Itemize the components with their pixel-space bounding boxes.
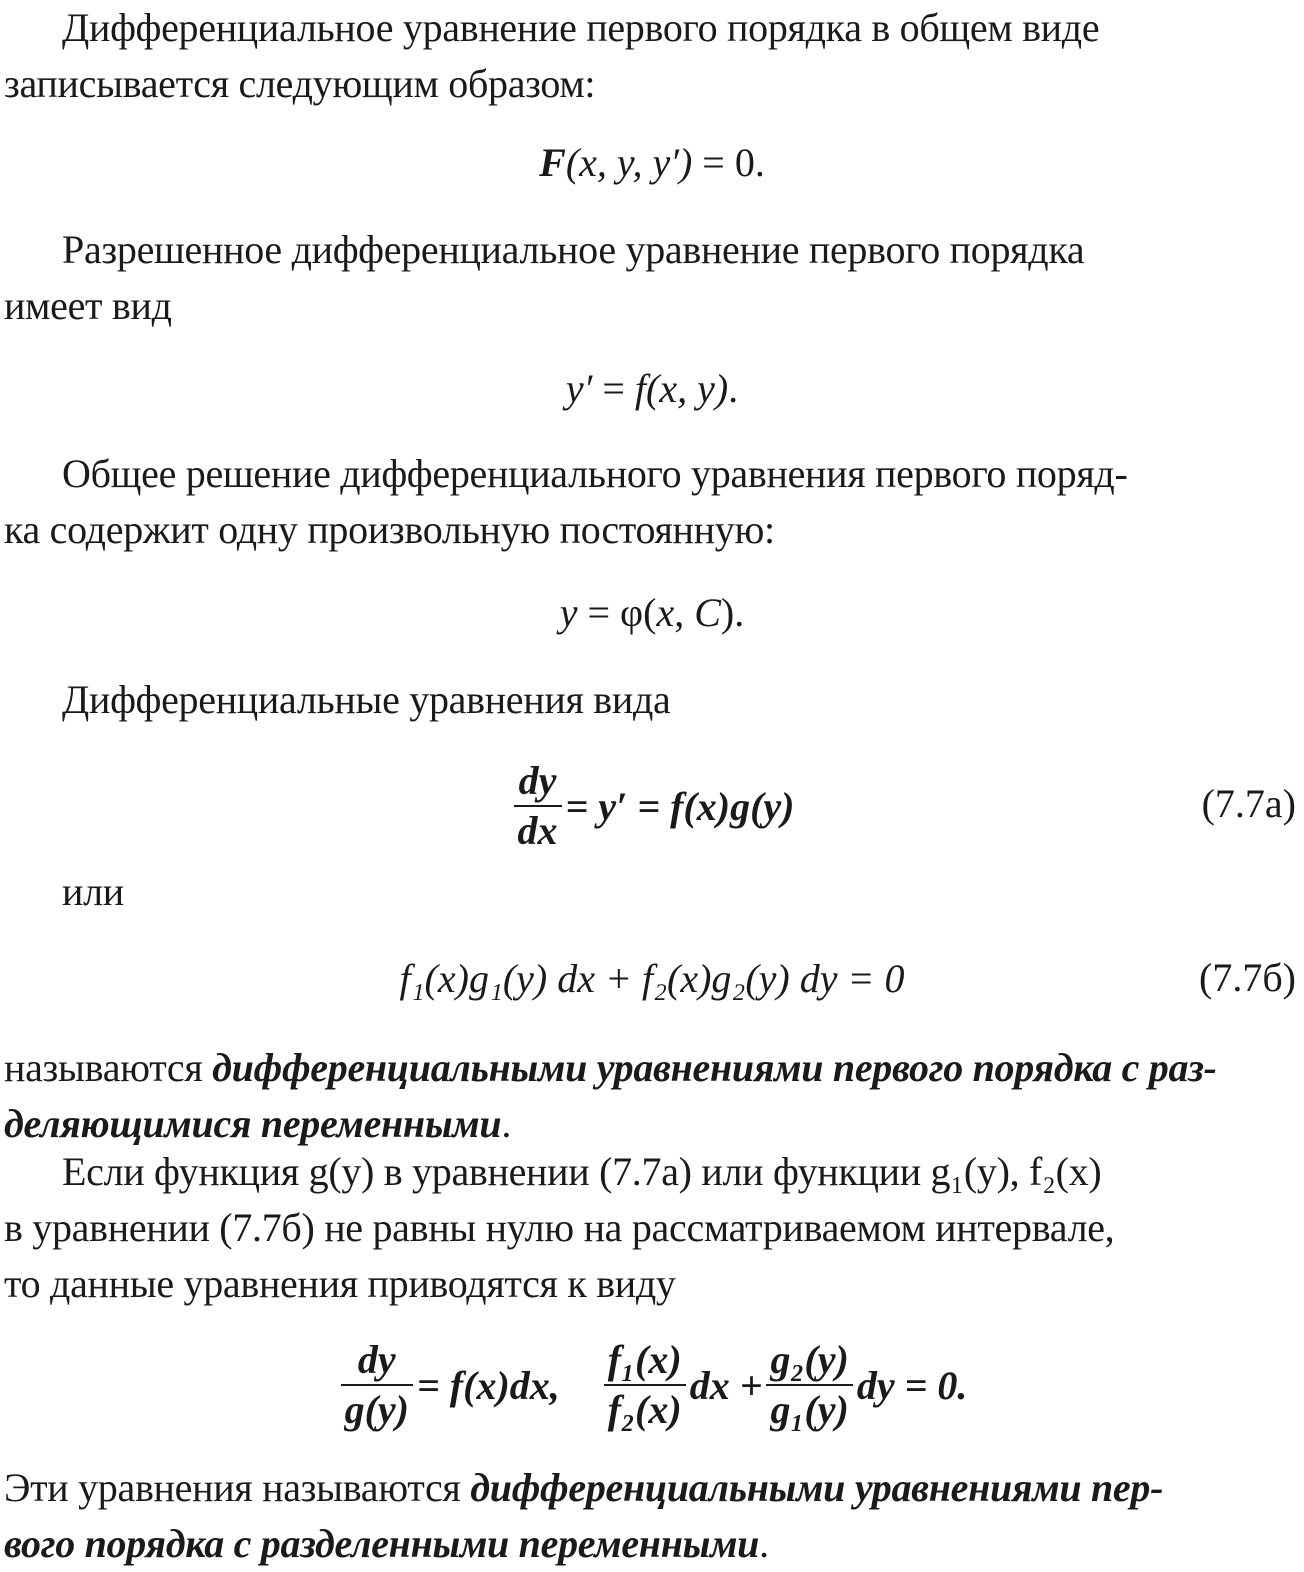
fraction-numerator: dy <box>514 757 562 807</box>
formula-lhs: y′ <box>565 366 593 411</box>
paragraph-resolved-form <box>4 222 1296 334</box>
paragraph-line: записывается следующим образом: <box>4 61 596 106</box>
text-run: Эти уравнения называются <box>4 1465 471 1510</box>
paragraph-general-form <box>4 0 1296 112</box>
term-bold-italic: дифференциальными уравнениями пер- <box>470 1465 1164 1510</box>
fraction-denominator: f₂(x) <box>607 1387 682 1432</box>
formula-end: ). <box>720 590 745 635</box>
fraction-denominator: dx <box>517 808 558 853</box>
paragraph-line: Разрешенное дифференциальное уравнение первого порядка <box>62 227 1085 272</box>
formula-solution <box>0 588 1304 638</box>
formula-symbol: F <box>539 140 566 185</box>
paragraph-line: в уравнении (7.7б) не равны нулю на рассматриваемом интервале, <box>4 1205 1115 1250</box>
paragraph-line <box>4 1460 1296 1516</box>
paragraph-line: Дифференциальное уравнение первого порядка в общем виде <box>62 5 1100 50</box>
paragraph-general-solution <box>4 446 1296 558</box>
paragraph-separable-definition <box>4 1040 1296 1152</box>
fraction-denominator: g₁(y) <box>770 1387 849 1432</box>
formula-7-7b: f₁(x)g₁(y) dx + f₂(x)g₂(y) dy = 0 <box>399 956 905 1001</box>
paragraph-line <box>4 1040 1296 1096</box>
fraction-numerator: f₁(x) <box>604 1336 686 1386</box>
paragraph-line: ка содержит одну произвольную постоянную: <box>4 507 775 552</box>
formula-7-7a <box>0 756 1304 856</box>
formula-rhs: = 0. <box>692 140 765 185</box>
formula-end: . <box>728 366 739 411</box>
paragraph-separated-definition <box>4 1460 1296 1572</box>
formula-segment: dy = 0. <box>856 1362 968 1408</box>
term-bold-italic: дифференциальными уравнениями первого порядка с раз- <box>212 1045 1217 1090</box>
formula-comma: , <box>674 590 695 635</box>
fraction-f1-over-f2 <box>604 1336 686 1434</box>
paragraph-line <box>4 1516 1296 1572</box>
formula-general <box>0 138 1304 188</box>
equation-number: (7.7б) <box>1199 955 1296 1000</box>
paragraph-reduction <box>4 1144 1296 1312</box>
formula-x: x <box>656 590 675 635</box>
fraction-numerator: g₂(y) <box>766 1336 852 1386</box>
formula-args: (x, y, y′) <box>565 140 693 185</box>
formula-resolved <box>0 364 1304 414</box>
text-run: . <box>501 1101 512 1146</box>
fraction-g2-over-g1 <box>766 1336 852 1434</box>
formula-args: (x, y) <box>646 366 729 411</box>
paragraph-line: или <box>62 869 124 914</box>
equation-number: (7.7а) <box>1201 781 1296 826</box>
paragraph-line: Общее решение дифференциального уравнения первого поряд- <box>62 451 1128 496</box>
paragraph-or <box>4 864 1296 920</box>
fraction-dy-over-gy <box>341 1336 413 1434</box>
term-bold-italic: вого порядка с разделенными переменными <box>4 1521 760 1566</box>
formula-phi: = φ( <box>577 590 657 635</box>
formula-lhs: y <box>559 590 578 635</box>
formula-segment: = f(x)dx, <box>417 1362 560 1408</box>
formula-separated <box>0 1330 1304 1440</box>
fraction-denominator: g(y) <box>344 1387 410 1432</box>
paragraph-equations-of-form <box>4 672 1296 728</box>
formula-equals: = <box>592 366 635 411</box>
paragraph-line: имеет вид <box>4 283 172 328</box>
formula-rest: = y′ = f(x)g(y) <box>565 783 795 829</box>
paragraph-line: Дифференциальные уравнения вида <box>62 677 671 722</box>
text-run: . <box>759 1521 769 1566</box>
fraction-dy-dx <box>514 757 562 855</box>
formula-segment: dx + <box>689 1362 763 1408</box>
text-run: называются <box>4 1045 213 1090</box>
term-bold-italic: деляющимися переменными <box>4 1101 502 1146</box>
formula-function: f <box>634 366 647 411</box>
paragraph-line: то данные уравнения приводятся к виду <box>4 1261 676 1306</box>
fraction-numerator: dy <box>341 1336 413 1386</box>
paragraph-line: Если функция g(y) в уравнении (7.7а) или функции g₁(y), f₂(x) <box>62 1149 1102 1194</box>
formula-constant: C <box>694 590 721 635</box>
